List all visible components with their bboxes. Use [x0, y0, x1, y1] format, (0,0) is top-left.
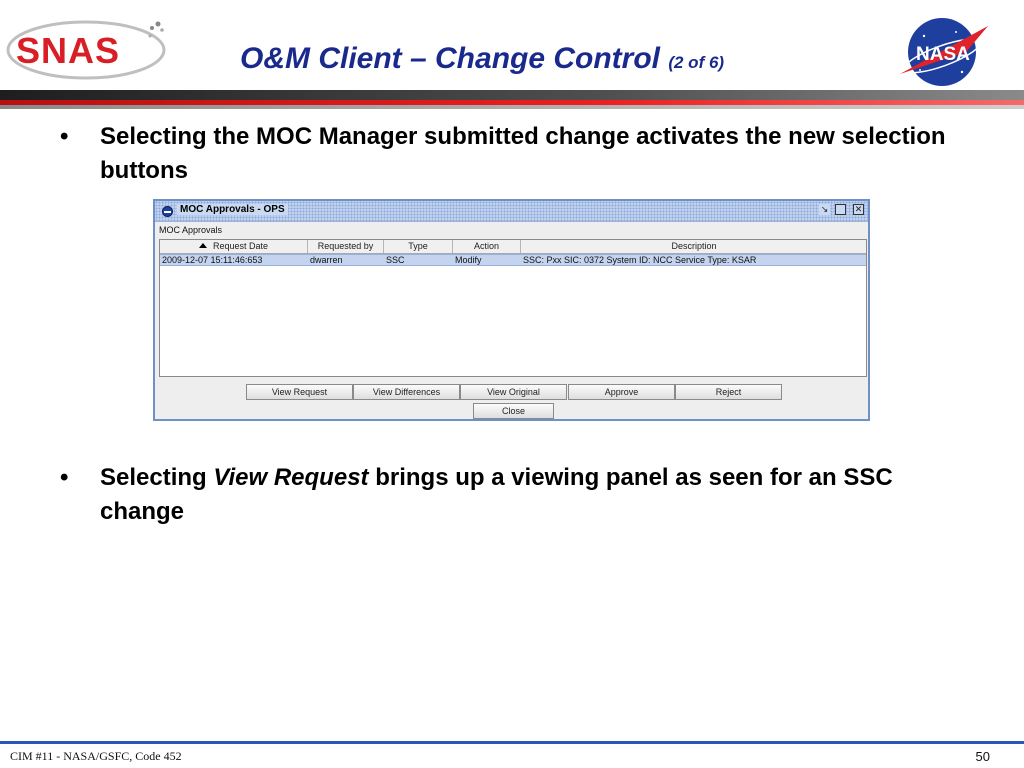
bullet-marker: • [60, 464, 69, 491]
reject-button[interactable]: Reject [675, 384, 782, 400]
column-header-description[interactable]: Description [521, 240, 867, 253]
snas-logo [4, 14, 176, 84]
cell-type: SSC [386, 255, 405, 265]
column-header-action[interactable]: Action [453, 240, 521, 253]
window-title: MOC Approvals - OPS [177, 204, 288, 215]
bullet-item [60, 120, 960, 192]
table-header [160, 240, 867, 254]
bullet-text-suffix: brings up a viewing panel as seen for an SSC change [100, 464, 893, 525]
window-titlebar[interactable] [155, 201, 868, 222]
cell-action: Modify [455, 255, 482, 265]
header-divider [0, 90, 1024, 112]
bullet-text-emphasis: View Request [213, 464, 369, 491]
nasa-logo-text: NASA [916, 44, 970, 65]
close-icon[interactable]: ✕ [854, 204, 863, 214]
column-header-request-date[interactable]: Request Date [160, 240, 308, 253]
bullet-marker: • [60, 123, 69, 150]
nasa-meatball-logo [896, 12, 992, 92]
approve-button[interactable]: Approve [568, 384, 675, 400]
view-differences-button[interactable]: View Differences [353, 384, 460, 400]
table-row[interactable] [160, 254, 867, 266]
moc-approvals-window [153, 199, 870, 421]
panel-label: MOC Approvals [159, 225, 223, 235]
cell-request-date: 2009-12-07 15:11:46:653 [162, 255, 263, 265]
page-title-main: O&M Client – Change Control [240, 42, 660, 75]
minimize-icon[interactable]: ↘ [820, 204, 829, 214]
page-title [240, 42, 724, 76]
bullet-item [60, 461, 960, 533]
page-title-sub: (2 of 6) [668, 53, 725, 72]
page-number: 50 [975, 749, 990, 764]
bullet-text [100, 461, 960, 529]
app-icon [162, 206, 173, 217]
footer-divider [0, 741, 1024, 744]
view-request-button[interactable]: View Request [246, 384, 353, 400]
bullet-text: Selecting the MOC Manager submitted change activates the new selection buttons [100, 123, 946, 184]
bullet-text-prefix: Selecting [100, 464, 207, 491]
sort-ascending-icon [199, 243, 207, 248]
view-original-button[interactable]: View Original [460, 384, 567, 400]
approvals-table [159, 239, 867, 377]
close-button[interactable]: Close [473, 403, 554, 419]
cell-requested-by: dwarren [310, 255, 343, 265]
cell-description: SSC: Pxx SIC: 0372 System ID: NCC Service Type: KSAR [523, 255, 757, 265]
maximize-icon[interactable] [835, 204, 846, 215]
column-header-type[interactable]: Type [384, 240, 453, 253]
footer-text: CIM #11 - NASA/GSFC, Code 452 [10, 749, 182, 763]
snas-logo-text: SNAS [16, 30, 121, 71]
column-header-requested-by[interactable]: Requested by [308, 240, 384, 253]
